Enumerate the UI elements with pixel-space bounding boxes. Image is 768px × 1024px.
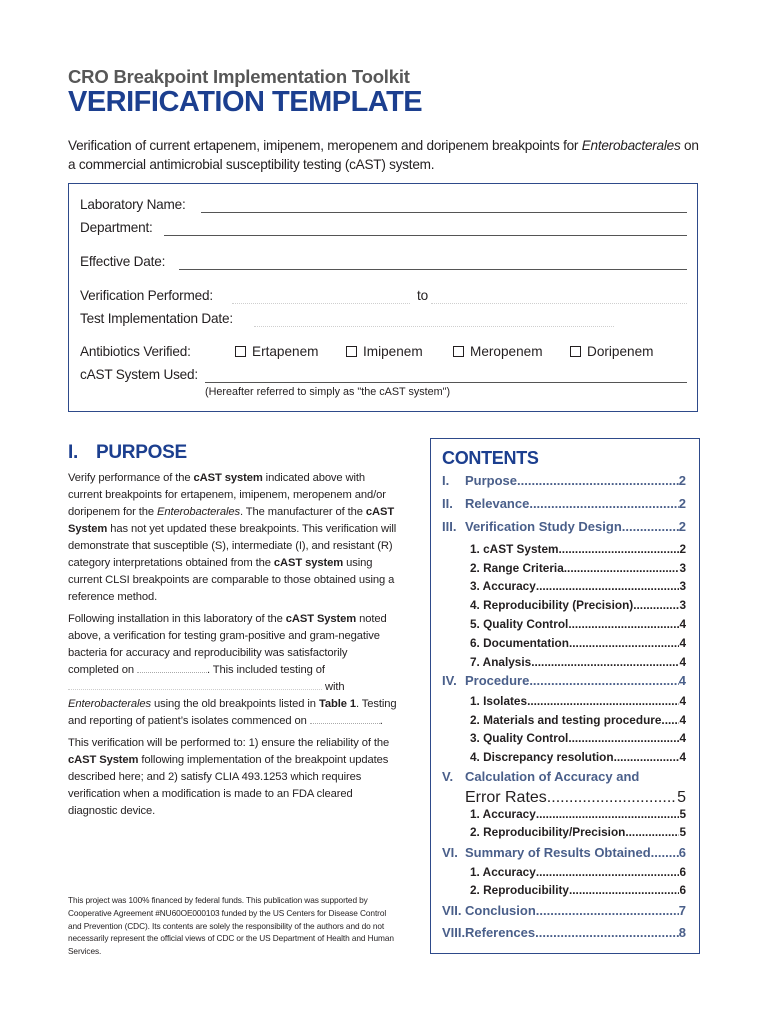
toc-entry-page: 5 [679,807,686,821]
toc-leader-dots [536,865,680,879]
toc-entry-number: V. [442,769,454,784]
toc-entry-label: Calculation of Accuracy and [465,769,640,784]
toc-leader-dots [529,496,678,511]
toc-entry-page: 4 [679,694,686,708]
toc-entry-label: 2. Materials and testing procedure. [470,713,665,727]
toc-entry[interactable] [442,845,686,860]
verification-start-field[interactable] [232,303,410,304]
toc-leader-dots [625,825,679,839]
department-label: Department: [80,220,153,235]
toc-entry-page: 4 [679,713,686,727]
toc-entry-page: 4 [679,636,686,650]
toc-entry[interactable] [442,673,686,688]
ertapenem-checkbox[interactable]: Ertapenem [235,344,319,359]
toc-leader-dots [536,903,679,918]
toc-leader-dots [547,789,677,807]
toc-entry-label: Error Rates [465,789,547,806]
toc-entry-page: 4 [679,655,686,669]
toc-entry[interactable] [442,865,686,879]
toc-leader-dots [536,579,680,593]
toc-entry-page: 4 [679,731,686,745]
toc-leader-dots [535,925,679,940]
toc-entry-page: 4 [679,750,686,764]
toc-entry-page: 4 [678,673,686,688]
testing-scope-blank[interactable] [68,679,322,690]
verification-performed-label: Verification Performed: [80,288,213,303]
toc-entry-label: Verification Study Design [465,519,622,534]
toc-leader-dots [569,883,679,897]
toc-entry-page: 7 [678,903,686,918]
toc-entry-page: 5 [679,825,686,839]
cast-system-note: (Hereafter referred to simply as "the cAST system") [205,386,451,398]
toc-entry-label: 2. Range Criteria [470,561,564,575]
toc-entry[interactable] [442,903,686,918]
toc-entry-number: VII. [442,903,462,918]
toc-entry[interactable] [442,473,686,488]
toc-entry-page: 3 [679,561,686,575]
checkbox-icon [235,346,246,357]
effective-date-label: Effective Date: [80,254,166,269]
toc-entry-label: 2. Reproducibility [470,883,569,897]
purpose-paragraph-2: Following installation in this laboratory of the cAST System noted above, a verification for testing gram-positive and gram-negative bacteria for accuracy and reproducibility was satisfactorily completed on . This included testing of with Enterobacterales using the old breakpoints listed in Table 1. Testing and reporting of patient’s isolates commenced on . [68,613,397,727]
toc-entry[interactable] [442,579,686,593]
toc-entry[interactable] [442,617,686,631]
toc-entry-label: Procedure [465,673,530,688]
toc-entry-label: 6. Documentation [470,636,569,650]
checkbox-icon [453,346,464,357]
intro-paragraph: Verification of current ertapenem, imipenem, meropenem and doripenem breakpoints for Enterobacterales on a commercial antimicrobial susceptibility testing (cAST) system. [68,138,699,172]
toc-entry[interactable] [442,750,686,764]
toc-entry[interactable] [442,883,686,897]
toc-leader-dots [559,542,680,556]
toc-entry[interactable] [442,925,686,940]
document-subtitle: CRO Breakpoint Implementation Toolkit [68,66,410,87]
toc-leader-dots [564,561,680,575]
toc-leader-dots [665,713,680,727]
toc-entry[interactable] [442,789,686,807]
toc-entry-page: 2 [678,519,686,534]
toc-entry-page: 2 [679,542,686,556]
lab-info-form [68,183,698,412]
toc-entry-label: Purpose [465,473,518,488]
contents-title: CONTENTS [442,448,539,468]
toc-entry[interactable] [442,655,686,669]
toc-leader-dots [568,731,679,745]
toc-entry-page: 6 [679,883,686,897]
toc-entry-page: 2 [678,473,686,488]
toc-entry-number: VI. [442,845,458,860]
toc-entry[interactable] [442,731,686,745]
cast-system-field[interactable] [205,382,687,383]
toc-entry-page: 5 [677,789,686,806]
lab-name-label: Laboratory Name: [80,197,186,212]
doripenem-checkbox[interactable]: Doripenem [570,344,654,359]
table-of-contents [430,438,700,954]
meropenem-checkbox[interactable]: Meropenem [453,344,543,359]
toc-leader-dots [651,845,679,860]
toc-entry[interactable] [442,496,686,511]
toc-entry-label: 1. Accuracy [470,865,536,879]
toc-entry-label: 1. Accuracy [470,807,536,821]
toc-entry-label: Summary of Results Obtained [465,845,651,860]
toc-entry-number: I. [442,473,450,488]
cast-system-label: cAST System Used: [80,367,198,382]
purpose-paragraph-1: Verify performance of the cAST system indicated above with current breakpoints for ertapenem, imipenem, meropenem and/or doripenem for the Enterobacterales. The manufacturer of the cAST System has not yet updated these breakpoints. This verification will demonstrate that susceptible (S), intermediate (I), and resistant (R) category interpretations obtained from the cAST system using current CLSI breakpoints are comparable to those obtained using a reference method. [68,472,397,603]
toc-entry-label: 4. Reproducibility (Precision) [470,598,634,612]
toc-entry-page: 4 [679,617,686,631]
toc-entry-label: 2. Reproducibility/Precision [470,825,626,839]
toc-entry[interactable] [442,807,686,821]
toc-entry[interactable] [442,636,686,650]
toc-leader-dots [527,694,679,708]
toc-entry[interactable] [442,598,686,612]
toc-leader-dots [517,473,679,488]
toc-leader-dots [529,673,678,688]
toc-entry[interactable] [442,825,686,839]
toc-entry-label: 3. Quality Control [470,731,569,745]
funding-footnote: This project was 100% financed by federal funds. This publication was supported by Cooperative Agreement #NU60OE000103 funded by the US Centers for Disease Control and Prevention (CDC). Its contents are solely the responsibility of the authors and do not necessarily represent the official views of CDC or the US Department of Health and Human Services. [68,895,394,957]
toc-entry-label: 4. Discrepancy resolution [470,750,614,764]
toc-entry-label: 1. cAST System [470,542,559,556]
toc-entry-number: VIII. [442,925,466,940]
checkbox-icon [346,346,357,357]
purpose-paragraph-3: This verification will be performed to: 1) ensure the reliability of the cAST System following implementation of the breakpoint updates described here; and 2) satisfy CLIA 493.1253 which requires verification when a modification is made to an FDA cleared diagnostic device. [68,737,390,817]
toc-entry[interactable] [442,561,686,575]
imipenem-checkbox[interactable]: Imipenem [346,344,423,359]
effective-date-field[interactable] [179,269,687,270]
toc-entry-number: II. [442,496,453,511]
toc-entry[interactable] [442,519,686,534]
toc-leader-dots [569,636,679,650]
toc-leader-dots [614,750,680,764]
toc-entry-label: 3. Accuracy [470,579,536,593]
toc-entry-label: Conclusion [465,903,536,918]
purpose-body [68,470,398,825]
toc-entry-label: 7. Analysis [470,655,532,669]
toc-entry-number: III. [442,519,457,534]
toc-entry-page: 2 [678,496,686,511]
toc-entry-number: IV. [442,673,457,688]
department-field[interactable] [164,235,687,236]
toc-entry-label: References [465,925,536,940]
toc-entry[interactable] [442,542,686,556]
toc-leader-dots [536,807,680,821]
antibiotics-label: Antibiotics Verified: [80,344,191,359]
verification-end-field[interactable] [431,303,687,304]
toc-entry[interactable] [442,713,686,727]
toc-entry-page: 3 [679,598,686,612]
toc-leader-dots [568,617,679,631]
toc-entry-page: 3 [679,579,686,593]
toc-entry-label: 1. Isolates [470,694,528,708]
to-label: to [417,288,428,303]
toc-leader-dots [633,598,679,612]
lab-name-field[interactable] [201,212,687,213]
toc-entry-page: 6 [678,845,686,860]
commenced-date-blank[interactable] [310,713,380,724]
document-title: VERIFICATION TEMPLATE [68,86,423,118]
toc-entry[interactable] [442,694,686,708]
toc-entry-page: 8 [678,925,686,940]
toc-entry[interactable] [442,769,686,784]
checkbox-icon [570,346,581,357]
toc-leader-dots [622,519,679,534]
completion-date-blank[interactable] [137,662,207,673]
toc-leader-dots [531,655,679,669]
toc-entry-label: 5. Quality Control [470,617,569,631]
test-implementation-date-field[interactable] [254,326,614,327]
purpose-heading: I. PURPOSE [68,442,187,463]
toc-entry-label: Relevance [465,496,530,511]
test-implementation-date-label: Test Implementation Date: [80,311,233,326]
toc-entry-page: 6 [679,865,686,879]
